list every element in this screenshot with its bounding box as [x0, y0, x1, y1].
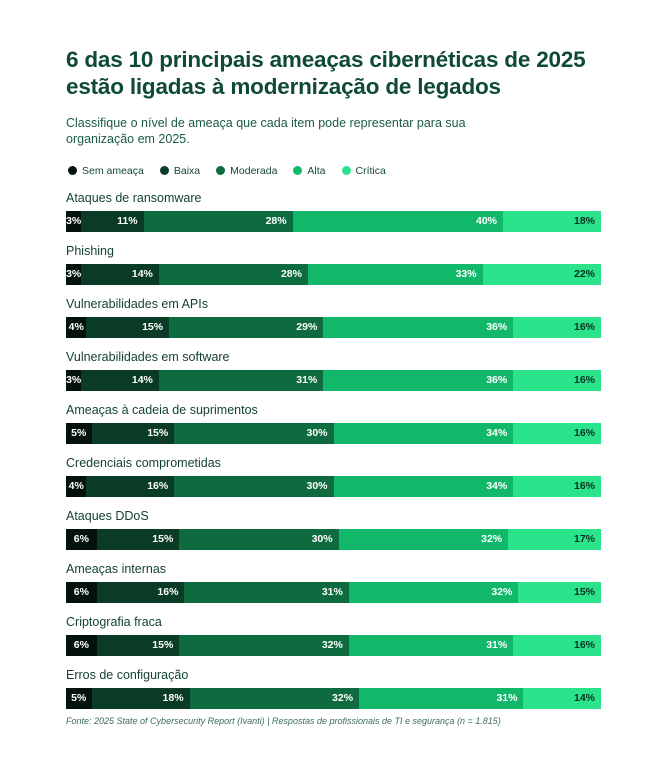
chart-row: [66, 350, 601, 391]
bar-segment: 18%: [503, 211, 601, 232]
bar-segment: 17%: [508, 529, 601, 550]
legend-swatch-icon: [293, 166, 302, 175]
bar-segment: 6%: [66, 582, 97, 603]
bar-segment: 11%: [81, 211, 143, 232]
page-title: 6 das 10 principais ameaças cibernéticas de 2025 estão ligadas à modernização de legados: [66, 47, 586, 100]
bar-segment: 15%: [518, 582, 601, 603]
legend-item: [68, 165, 144, 177]
chart-row-label: Ameaças à cadeia de suprimentos: [66, 402, 258, 417]
chart-row: [66, 403, 601, 444]
chart-row: [66, 562, 601, 603]
bar-segment: 32%: [190, 688, 360, 709]
bar-segment: 31%: [359, 688, 523, 709]
stacked-bar: [66, 264, 601, 285]
bar-segment: 31%: [349, 635, 513, 656]
bar-segment: 16%: [513, 317, 601, 338]
bar-segment: 14%: [81, 370, 159, 391]
stacked-bar: [66, 688, 601, 709]
chart-legend: [68, 165, 601, 177]
legend-item-label: Baixa: [173, 164, 201, 177]
bar-segment: 31%: [159, 370, 323, 391]
chart-row-label: Erros de configuração: [66, 667, 189, 682]
chart-row-label: Phishing: [66, 243, 114, 258]
chart-row: [66, 668, 601, 709]
chart-row-label: Ataques DDoS: [66, 508, 149, 523]
bar-segment: 15%: [97, 635, 180, 656]
bar-segment: 16%: [513, 635, 601, 656]
bar-segment: 28%: [144, 211, 293, 232]
chart-row-label: Vulnerabilidades em APIs: [66, 296, 208, 311]
bar-segment: 22%: [483, 264, 601, 285]
bar-segment: 3%: [66, 264, 81, 285]
chart-row: [66, 456, 601, 497]
stacked-bar: [66, 476, 601, 497]
chart-row-label: Ataques de ransomware: [66, 190, 202, 205]
chart-row: [66, 615, 601, 656]
bar-segment: 33%: [308, 264, 483, 285]
bar-segment: 15%: [92, 423, 175, 444]
legend-item-label: Moderada: [230, 164, 278, 177]
bar-segment: 32%: [179, 635, 349, 656]
bar-segment: 36%: [323, 317, 513, 338]
bar-segment: 28%: [159, 264, 308, 285]
legend-item: [342, 165, 386, 177]
stacked-bar: [66, 317, 601, 338]
bar-segment: 31%: [184, 582, 348, 603]
bar-segment: 18%: [92, 688, 190, 709]
bar-segment: 30%: [174, 476, 333, 497]
bar-segment: 34%: [334, 423, 514, 444]
legend-item-label: Crítica: [355, 164, 386, 177]
bar-segment: 34%: [334, 476, 514, 497]
stacked-bar: [66, 370, 601, 391]
chart-subtitle: Classifique o nível de ameaça que cada item pode representar para sua organização em 2025.: [66, 115, 466, 146]
chart-row-label: Ameaças internas: [66, 561, 167, 576]
chart-row-label: Credenciais comprometidas: [66, 455, 221, 470]
bar-segment: 5%: [66, 688, 92, 709]
bar-segment: 16%: [86, 476, 174, 497]
legend-item: [160, 165, 200, 177]
bar-segment: 3%: [66, 211, 81, 232]
bar-segment: 16%: [513, 476, 601, 497]
chart-row-label: Vulnerabilidades em software: [66, 349, 230, 364]
bar-segment: 16%: [513, 370, 601, 391]
legend-swatch-icon: [68, 166, 77, 175]
legend-swatch-icon: [216, 166, 225, 175]
chart-rows: [66, 191, 601, 709]
stacked-bar: [66, 635, 601, 656]
bar-segment: 6%: [66, 635, 97, 656]
chart-row: [66, 244, 601, 285]
legend-item-label: Alta: [307, 164, 326, 177]
stacked-bar: [66, 423, 601, 444]
bar-segment: 16%: [97, 582, 185, 603]
stacked-bar: [66, 211, 601, 232]
chart-row: [66, 191, 601, 232]
bar-segment: 32%: [339, 529, 509, 550]
bar-segment: 15%: [86, 317, 169, 338]
legend-item-label: Sem ameaça: [82, 164, 144, 177]
bar-segment: 32%: [349, 582, 519, 603]
bar-segment: 16%: [513, 423, 601, 444]
legend-swatch-icon: [342, 166, 351, 175]
stacked-bar: [66, 582, 601, 603]
bar-segment: 6%: [66, 529, 97, 550]
legend-item: [216, 165, 277, 177]
bar-segment: 4%: [66, 476, 86, 497]
bar-segment: 30%: [174, 423, 333, 444]
chart-row-label: Criptografia fraca: [66, 614, 162, 629]
legend-swatch-icon: [160, 166, 169, 175]
source-note: Fonte: 2025 State of Cybersecurity Report (Ivanti) | Respostas de profissionais de TI e segurança (n = 1.815): [66, 716, 501, 726]
bar-segment: 4%: [66, 317, 86, 338]
bar-segment: 40%: [293, 211, 503, 232]
chart-row: [66, 509, 601, 550]
bar-segment: 14%: [81, 264, 159, 285]
chart-row: [66, 297, 601, 338]
bar-segment: 14%: [523, 688, 601, 709]
bar-segment: 15%: [97, 529, 180, 550]
bar-segment: 5%: [66, 423, 92, 444]
stacked-bar: [66, 529, 601, 550]
bar-segment: 3%: [66, 370, 81, 391]
bar-segment: 29%: [169, 317, 323, 338]
bar-segment: 36%: [323, 370, 513, 391]
bar-segment: 30%: [179, 529, 338, 550]
legend-item: [293, 165, 325, 177]
